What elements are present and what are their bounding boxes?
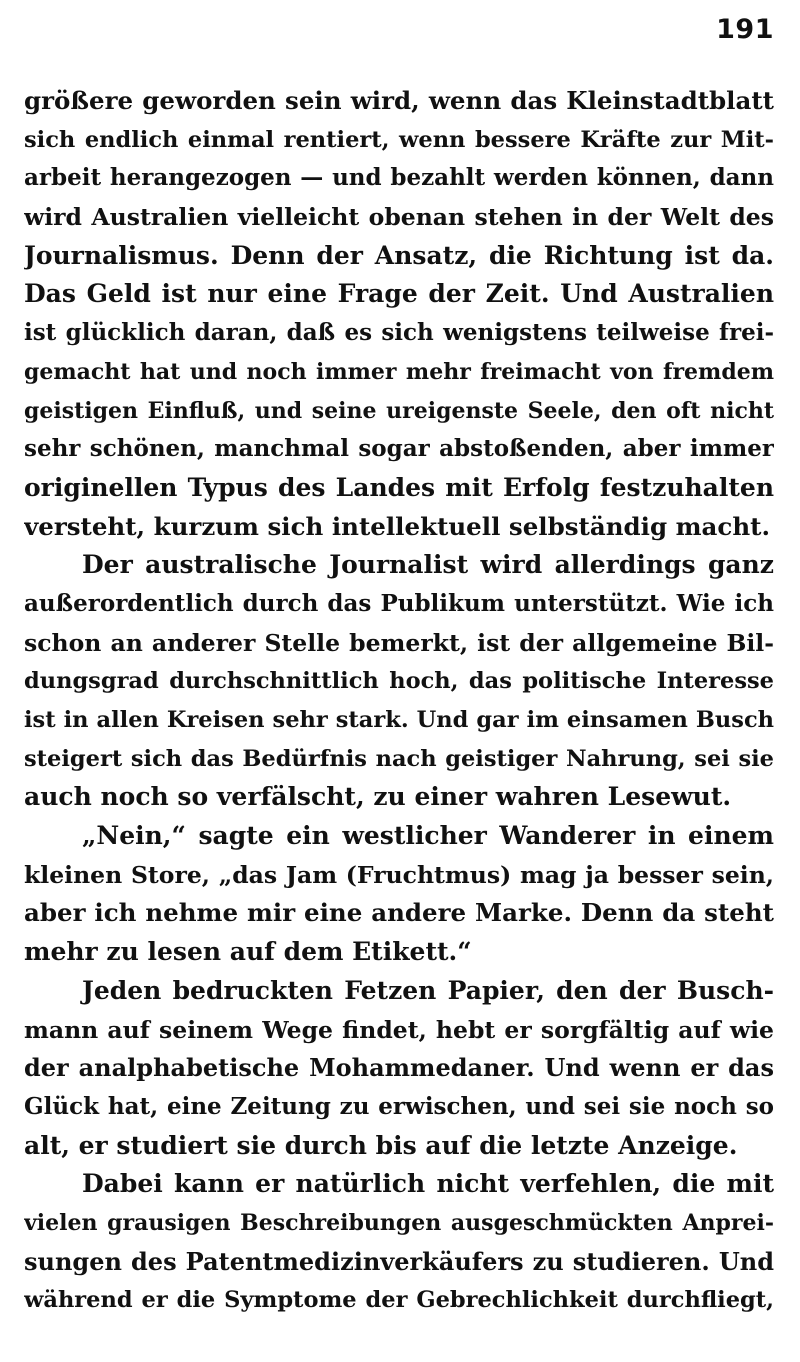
text-line: Das Geld ist nur eine Frage der Zeit. Und Australien — [24, 279, 774, 309]
text-line: ist in allen Kreisen sehr stark. Und gar im einsamen Busch — [24, 707, 774, 733]
text-line: Jeden bedruckten Fetzen Papier, den der Busch- — [82, 975, 774, 1005]
text-line: wird Australien vielleicht obenan stehen in der Welt des — [24, 203, 774, 232]
text-line: der analphabetische Mohammedaner. Und wenn er das — [24, 1053, 774, 1083]
text-line: „Nein,“ sagte ein westlicher Wanderer in einem — [82, 821, 774, 851]
text-line: Dabei kann er natürlich nicht verfehlen, die mit — [82, 1169, 774, 1199]
text-line: aber ich nehme mir eine andere Marke. Denn da steht — [24, 898, 774, 928]
text-line: mann auf seinem Wege findet, hebt er sorgfältig auf wie — [24, 1015, 774, 1044]
text-line: mehr zu lesen auf dem Etikett.“ — [24, 937, 472, 967]
text-line: ist glücklich daran, daß es sich wenigstens teilweise frei- — [24, 319, 774, 347]
text-line: kleinen Store, „das Jam (Fruchtmus) mag ja besser sein, — [24, 860, 774, 889]
text-line: geistigen Einfluß, und seine ureigenste Seele, den oft nicht — [24, 397, 774, 424]
text-line: dungsgrad durchschnittlich hoch, das politische Interesse — [24, 668, 774, 695]
text-line: Glück hat, eine Zeitung zu erwischen, und sei sie noch so — [24, 1092, 774, 1120]
page-number: 191 — [716, 14, 774, 45]
text-line: vielen grausigen Beschreibungen ausgeschmückten Anprei- — [24, 1209, 774, 1236]
text-line: sich endlich einmal rentiert, wenn bessere Kräfte zur Mit- — [24, 126, 774, 153]
text-line: schon an anderer Stelle bemerkt, ist der allgemeine Bil- — [24, 628, 774, 657]
text-line: größere geworden sein wird, wenn das Kleinstadtblatt — [24, 86, 774, 115]
text-line: während er die Symptome der Gebrechlichkeit durchfliegt, — [24, 1287, 774, 1314]
text-line: Der australische Journalist wird allerdings ganz — [82, 550, 774, 580]
text-line: Journalismus. Denn der Ansatz, die Richtung ist da. — [24, 240, 774, 270]
text-line: alt, er studiert sie durch bis auf die letzte Anzeige. — [24, 1130, 738, 1160]
text-line: sungen des Patentmedizinverkäufers zu studieren. Und — [24, 1246, 774, 1276]
body-text — [24, 82, 774, 1320]
text-line: sehr schönen, manchmal sogar abstoßenden, aber immer — [24, 435, 774, 463]
text-line: originellen Typus des Landes mit Erfolg festzuhalten — [24, 472, 774, 502]
text-line: auch noch so verfälscht, zu einer wahren Lesewut. — [24, 782, 732, 812]
text-line: gemacht hat und noch immer mehr freimacht von fremdem — [24, 358, 774, 385]
text-line: außerordentlich durch das Publikum unterstützt. Wie ich — [24, 589, 774, 617]
text-line: arbeit herangezogen — und bezahlt werden können, dann — [24, 164, 774, 192]
text-line: versteht, kurzum sich intellektuell selbständig macht. — [24, 511, 771, 541]
text-line: steigert sich das Bedürfnis nach geistiger Nahrung, sei sie — [24, 745, 774, 772]
